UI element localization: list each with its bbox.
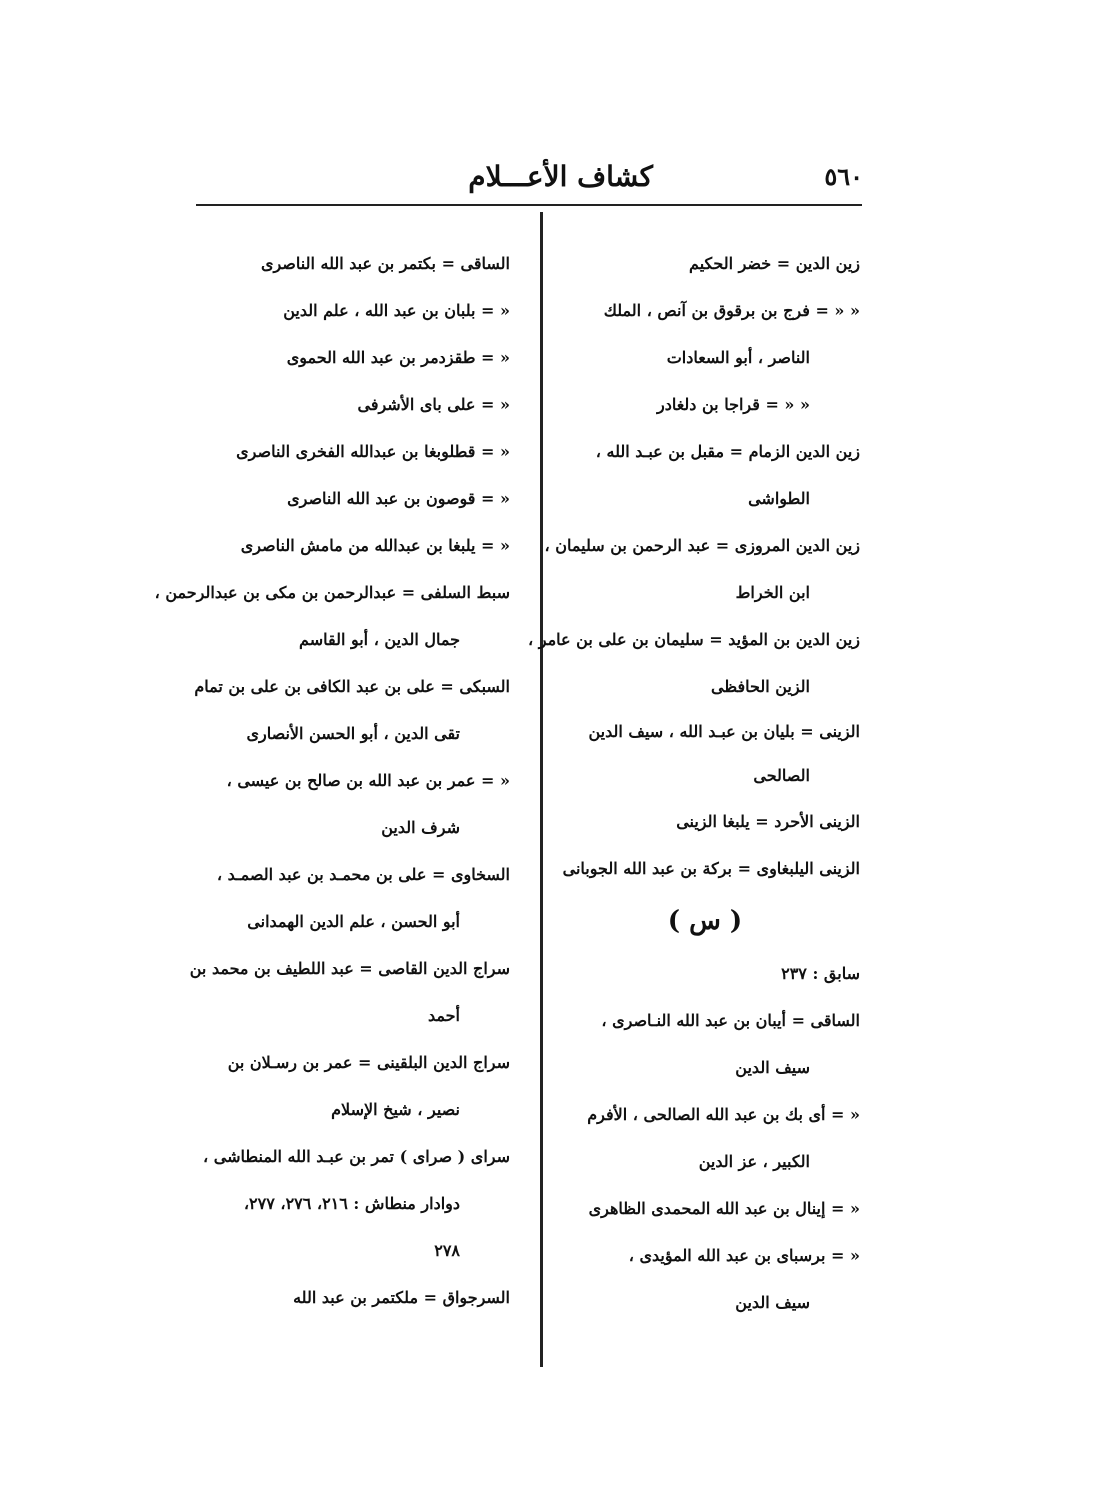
index-entry-line: سيف الدين [735, 1293, 810, 1312]
index-entry-line: زين الدين بن المؤيد = سليمان بن على بن عامر ، [528, 630, 860, 649]
header-rule [196, 204, 862, 206]
index-entry-line: السبكى = على بن عبد الكافى بن على بن تمام [194, 677, 510, 696]
page-number: ٥٦٠ [824, 162, 863, 191]
index-entry-line: ابن الخراط [735, 583, 810, 602]
index-entry-line: الزينى = بليان بن عبـد الله ، سيف الدين [588, 722, 860, 741]
index-entry-line: ( س ) [667, 906, 743, 936]
index-entry-line: سابق : ٢٣٧ [781, 964, 860, 983]
index-entry-line: « « = قراجا بن دلغادر [656, 395, 810, 414]
index-entry-line: السرجواق = ملكتمر بن عبد الله [293, 1288, 510, 1307]
index-entry-line: زين الدين = خضر الحكيم [689, 254, 860, 273]
page-header [198, 160, 863, 198]
index-entry-line: الزينى الأحرد = يلبغا الزينى [676, 812, 860, 831]
index-entry-line: « = عمر بن عبد الله بن صالح بن عيسى ، [226, 771, 510, 790]
index-entry-line: الساقى = بكتمر بن عبد الله الناصرى [260, 254, 510, 273]
index-entry-line: « = طقزدمر بن عبد الله الحموى [286, 348, 510, 367]
index-entry-line: « = يلبغا بن عبدالله من مامش الناصرى [240, 536, 510, 555]
index-column-left [154, 240, 510, 1321]
index-entry-line: الساقى = أيبان بن عبد الله النـاصرى ، [601, 1011, 860, 1030]
index-entry-line: تقى الدين ، أبو الحسن الأنصارى [246, 724, 460, 743]
index-entry-line: نصير ، شيخ الإسلام [331, 1100, 460, 1119]
index-entry-line: زين الدين الزمام = مقبل بن عبـد الله ، [595, 442, 860, 461]
index-entry-line: زين الدين المروزى = عبد الرحمن بن سليمان ، [544, 536, 860, 555]
index-entry-line: الزينى اليلبغاوى = بركة بن عبد الله الجوبانى [562, 859, 860, 878]
index-column-right [528, 240, 860, 1326]
index-entry-line: سراى ( صراى ) تمر بن عبـد الله المنطاشى ، [203, 1147, 510, 1166]
index-entry-line: « = إينال بن عبد الله المحمدى الظاهرى [588, 1199, 860, 1218]
index-entry-line: جمال الدين ، أبو القاسم [299, 630, 460, 649]
index-entry-line: سراج الدين القاصى = عبد اللطيف بن محمد بن [189, 959, 510, 978]
index-entry-line: الصالحى [753, 766, 810, 785]
column-divider [540, 212, 543, 1367]
index-entry-line: الطواشى [748, 489, 810, 508]
index-entry-line: سراج الدين البلقينى = عمر بن رسـلان بن [227, 1053, 510, 1072]
index-entry-line: الناصر ، أبو السعادات [666, 348, 810, 367]
index-entry-line: « = قطلوبغا بن عبدالله الفخرى الناصرى [236, 442, 510, 461]
index-entry-line: « = برسباى بن عبد الله المؤيدى ، [628, 1246, 860, 1265]
index-entry-line: أحمد [428, 1006, 460, 1025]
index-entry-line: « = قوصون بن عبد الله الناصرى [287, 489, 510, 508]
index-entry-line: ٢٧٨ [434, 1241, 460, 1260]
index-entry-line: السخاوى = على بن محمـد بن عبد الصمـد ، [216, 865, 510, 884]
index-entry-line: « = بلبان بن عبد الله ، علم الدين [283, 301, 510, 320]
index-entry-line: دوادار منطاش : ٢١٦، ٢٧٦، ٢٧٧، [243, 1194, 460, 1213]
running-title: كشاف الأعـــلام [468, 160, 653, 193]
index-entry-line: سيف الدين [735, 1058, 810, 1077]
index-entry-line: أبو الحسن ، علم الدين الهمدانى [247, 912, 460, 931]
index-entry-line: « = على باى الأشرفى [357, 395, 510, 414]
index-entry-line: الكبير ، عز الدين [698, 1152, 810, 1171]
index-entry-line: شرف الدين [381, 818, 460, 837]
index-entry-line: « = أى بك بن عبد الله الصالحى ، الأفرم [587, 1105, 860, 1124]
index-entry-line: سبط السلفى = عبدالرحمن بن مكى بن عبدالرحمن ، [154, 583, 510, 602]
index-entry-line: الزين الحافظى [711, 677, 810, 696]
index-entry-line: « « = فرج بن برقوق بن آنص ، الملك [603, 301, 860, 320]
